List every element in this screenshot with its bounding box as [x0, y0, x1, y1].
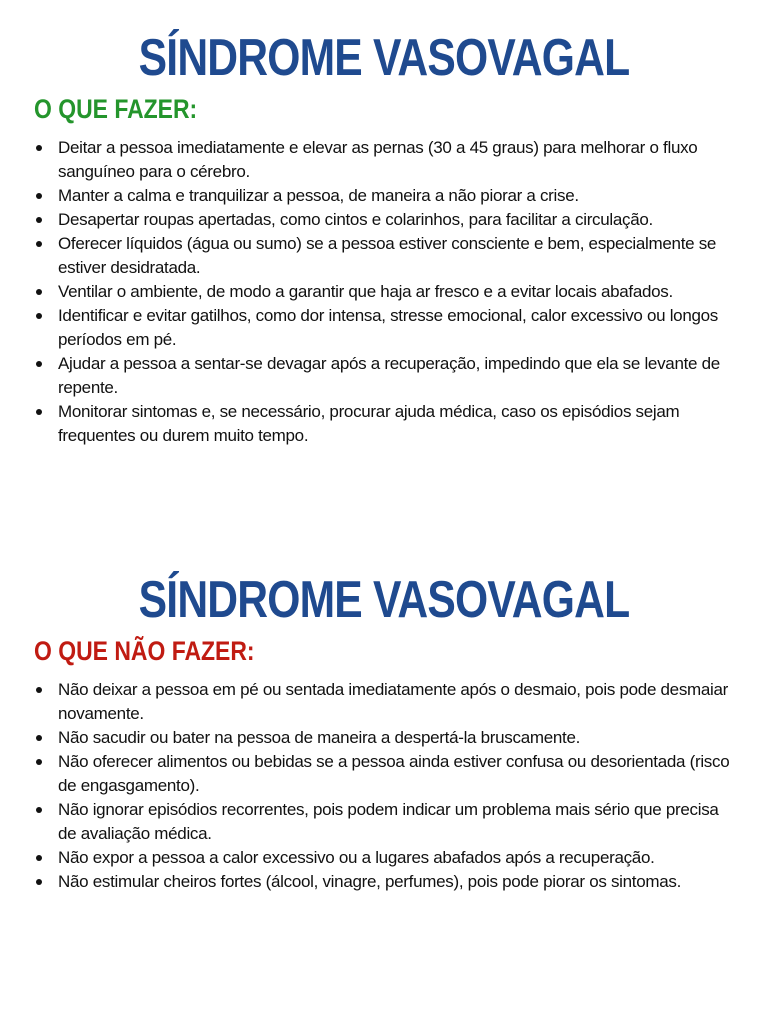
bullet-icon	[36, 313, 42, 319]
bullet-icon	[36, 409, 42, 415]
bullet-icon	[36, 807, 42, 813]
bullet-icon	[36, 241, 42, 247]
list-item: Identificar e evitar gatilhos, como dor intensa, stresse emocional, calor excessivo ou longos períodos em pé.	[34, 304, 734, 352]
bullet-icon	[36, 217, 42, 223]
bullet-icon	[36, 735, 42, 741]
list-item: Não oferecer alimentos ou bebidas se a pessoa ainda estiver confusa ou desorientada (risco de engasgamento).	[34, 750, 734, 798]
bullet-icon	[36, 289, 42, 295]
list-item: Não estimular cheiros fortes (álcool, vinagre, perfumes), pois pode piorar os sintomas.	[34, 870, 734, 894]
bullet-icon	[36, 855, 42, 861]
bullet-icon	[36, 145, 42, 151]
bullet-icon	[36, 759, 42, 765]
list-item: Manter a calma e tranquilizar a pessoa, de maneira a não piorar a crise.	[34, 184, 734, 208]
list-item: Deitar a pessoa imediatamente e elevar as pernas (30 a 45 graus) para melhorar o fluxo sanguíneo para o cérebro.	[34, 136, 734, 184]
page-title: SÍNDROME VASOVAGAL	[138, 571, 630, 629]
bullet-icon	[36, 879, 42, 885]
list-item: Não ignorar episódios recorrentes, pois podem indicar um problema mais sério que precisa de avaliação médica.	[34, 798, 734, 846]
dont-list	[0, 678, 734, 894]
bullet-icon	[36, 193, 42, 199]
list-item: Ventilar o ambiente, de modo a garantir que haja ar fresco e a evitar locais abafados.	[34, 280, 734, 304]
dont-heading: O QUE NÃO FAZER:	[34, 636, 255, 666]
bullet-icon	[36, 361, 42, 367]
list-item: Monitorar sintomas e, se necessário, procurar ajuda médica, caso os episódios sejam frequentes ou durem muito tempo.	[34, 400, 734, 448]
list-item: Não sacudir ou bater na pessoa de maneira a despertá-la bruscamente.	[34, 726, 734, 750]
page-title: SÍNDROME VASOVAGAL	[138, 29, 630, 87]
dont-section	[0, 570, 768, 894]
do-list	[0, 136, 734, 448]
do-heading: O QUE FAZER:	[34, 94, 198, 124]
list-item: Ajudar a pessoa a sentar-se devagar após a recuperação, impedindo que ela se levante de repente.	[34, 352, 734, 400]
list-item: Desapertar roupas apertadas, como cintos e colarinhos, para facilitar a circulação.	[34, 208, 734, 232]
list-item: Não deixar a pessoa em pé ou sentada imediatamente após o desmaio, pois pode desmaiar novamente.	[34, 678, 734, 726]
do-section	[0, 28, 768, 448]
list-item: Oferecer líquidos (água ou sumo) se a pessoa estiver consciente e bem, especialmente se estiver desidratada.	[34, 232, 734, 280]
list-item: Não expor a pessoa a calor excessivo ou a lugares abafados após a recuperação.	[34, 846, 734, 870]
bullet-icon	[36, 687, 42, 693]
